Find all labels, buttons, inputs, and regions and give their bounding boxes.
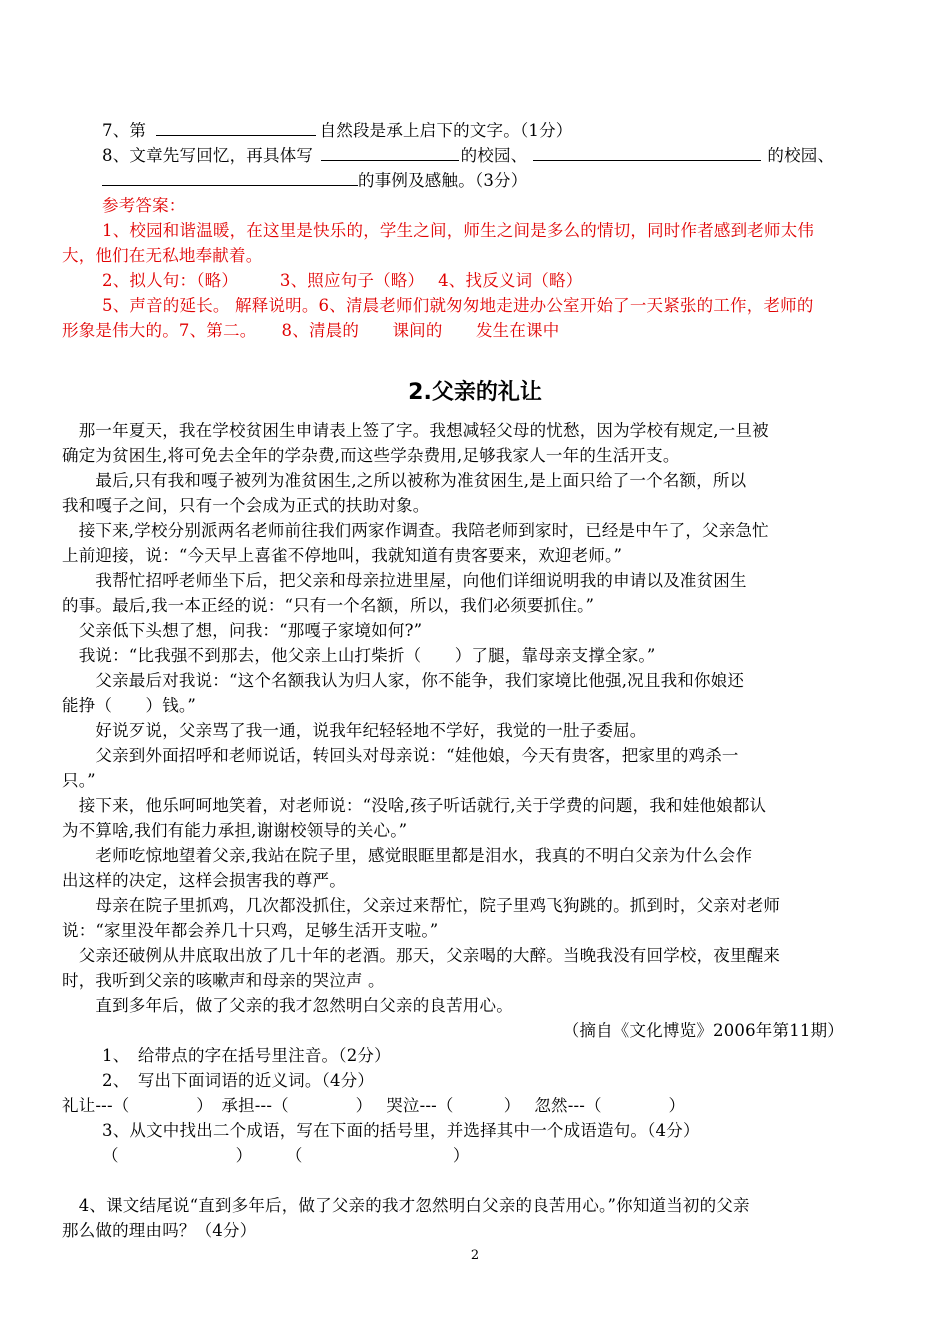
- article-line: 确定为贫困生,将可免去全年的学杂费,而这些学杂费用,足够我家人一年的生活开支。: [62, 446, 680, 465]
- article-line: 直到多年后，做了父亲的我才忽然明白父亲的良苦用心。: [62, 996, 513, 1015]
- answer-line: [62, 268, 892, 293]
- answer-line: [62, 218, 892, 243]
- question-4: 4、课文结尾说“直到多年后，做了父亲的我才忽然明白父亲的良苦用心。”你知道当初的父亲: [62, 1196, 750, 1215]
- article-line: 父亲低下头想了想，问我：“那嘎子家境如何?”: [62, 621, 423, 640]
- article-line: 只。”: [62, 771, 96, 790]
- article-line: 为不算啥,我们有能力承担,谢谢校领导的关心。”: [62, 821, 408, 840]
- q8-text-d: 的事例及感触。（3分）: [358, 171, 528, 190]
- answer-heading-text: 参考答案：: [102, 196, 186, 215]
- question-1: [62, 1043, 892, 1068]
- blank-brackets[interactable]: （ ） （ ）: [102, 1146, 470, 1165]
- article-line: 母亲在院子里抓鸡，几次都没抓住，父亲过来帮忙，院子里鸡飞狗跳的。抓到时，父亲对老师: [62, 896, 781, 915]
- question-8-line: [62, 143, 892, 168]
- question-8-line-2: [62, 168, 892, 193]
- article-line: 出这样的决定，这样会损害我的尊严。: [62, 871, 346, 890]
- article-line: 最后,只有我和嘎子被列为准贫困生,之所以被称为准贫困生,是上面只给了一个名额，所以: [62, 471, 747, 490]
- answer-blank[interactable]: [156, 118, 316, 136]
- article-title: 2.父亲的礼让: [408, 380, 542, 405]
- question-4-line-2: 那么做的理由吗？（4分）: [62, 1221, 257, 1240]
- question-text: 3、从文中找出二个成语，写在下面的括号里，并选择其中一个成语造句。（4分）: [102, 1121, 700, 1140]
- answer-heading: [62, 193, 892, 218]
- q7-prefix: 7、第: [102, 121, 147, 140]
- article-source: （摘自《文化博览》2006年第11期）: [562, 1021, 844, 1040]
- article-line: 接下来，他乐呵呵地笑着，对老师说：“没啥,孩子听话就行,关于学费的问题，我和娃他娘都认: [62, 796, 767, 815]
- article-line: 那一年夏天，我在学校贫困生申请表上签了字。我想减轻父母的忧愁，因为学校有规定,一旦被: [62, 421, 769, 440]
- answer-blank[interactable]: [102, 168, 358, 186]
- article-line: 我说：“比我强不到那去，他父亲上山打柴折（ ）了腿，靠母亲支撑全家。”: [62, 646, 656, 665]
- question-2-words[interactable]: 礼让---（ ） 承担---（ ） 哭泣---（ ） 忽然---（ ）: [62, 1096, 686, 1115]
- question-7-line: [62, 118, 892, 143]
- question-text: 1、 给带点的字在括号里注音。（2分）: [102, 1046, 391, 1065]
- article-line: 老师吃惊地望着父亲,我站在院子里，感觉眼眶里都是泪水，我真的不明白父亲为什么会作: [62, 846, 753, 865]
- answer-blank[interactable]: [533, 143, 761, 161]
- q7-suffix: 自然段是承上启下的文字。（1分）: [319, 121, 573, 140]
- article-line: 时，我听到父亲的咳嗽声和母亲的哭泣声 。: [62, 971, 385, 990]
- question-3: [62, 1118, 892, 1143]
- article-line: 我帮忙招呼老师坐下后，把父亲和母亲拉进里屋，向他们详细说明我的申请以及准贫困生: [62, 571, 747, 590]
- article-line: 好说歹说，父亲骂了我一通，说我年纪轻轻地不学好，我觉的一肚子委屈。: [62, 721, 647, 740]
- answer-text: 5、声音的延长。 解释说明。6、清晨老师们就匆匆地走进办公室开始了一天紧张的工作，老师的: [102, 296, 814, 315]
- article-line: 接下来,学校分别派两名老师前往我们两家作调查。我陪老师到家时，已经是中午了，父亲急忙: [62, 521, 769, 540]
- page-number: 2: [470, 1248, 480, 1263]
- article-line: 上前迎接，说：“今天早上喜雀不停地叫，我就知道有贵客要来，欢迎老师。”: [62, 546, 623, 565]
- answer-text: 2、拟人句：（略） 3、照应句子（略） 4、找反义词（略）: [102, 271, 583, 290]
- answer-line: [62, 293, 892, 318]
- answer-line: 大，他们在无私地奉献着。: [62, 246, 263, 265]
- answer-text: 1、校园和谐温暖，在这里是快乐的，学生之间，师生之间是多么的情切，同时作者感到老师太伟: [102, 221, 815, 240]
- article-line: 父亲到外面招呼和老师说话，转回头对母亲说：“娃他娘，今天有贵客，把家里的鸡杀一: [62, 746, 739, 765]
- article-line: 父亲最后对我说：“这个名额我认为归人家，你不能争，我们家境比他强,况且我和你娘还: [62, 671, 745, 690]
- article-line: 的事。最后,我一本正经的说：“只有一个名额，所以，我们必须要抓住。”: [62, 596, 595, 615]
- answer-blank[interactable]: [321, 143, 459, 161]
- q8-text-a: 8、文章先写回忆，再具体写: [102, 146, 314, 165]
- article-line: 说：“家里没年都会养几十只鸡，足够生活开支啦。”: [62, 921, 439, 940]
- question-text: 2、 写出下面词语的近义词。（4分）: [102, 1071, 375, 1090]
- article-line: 能挣（ ）钱。”: [62, 696, 196, 715]
- q8-text-c: 的校园、: [767, 146, 835, 165]
- article-line: 父亲还破例从井底取出放了几十年的老酒。那天，父亲喝的大醉。当晚我没有回学校，夜里醒来: [62, 946, 781, 965]
- question-3-blanks[interactable]: [62, 1143, 892, 1168]
- answer-line: 形象是伟大的。7、第二。 8、清晨的 课间的 发生在课中: [62, 321, 560, 340]
- article-line: 我和嘎子之间，只有一个会成为正式的扶助对象。: [62, 496, 430, 515]
- q8-text-b: 的校园、: [460, 146, 528, 165]
- question-2: [62, 1068, 892, 1093]
